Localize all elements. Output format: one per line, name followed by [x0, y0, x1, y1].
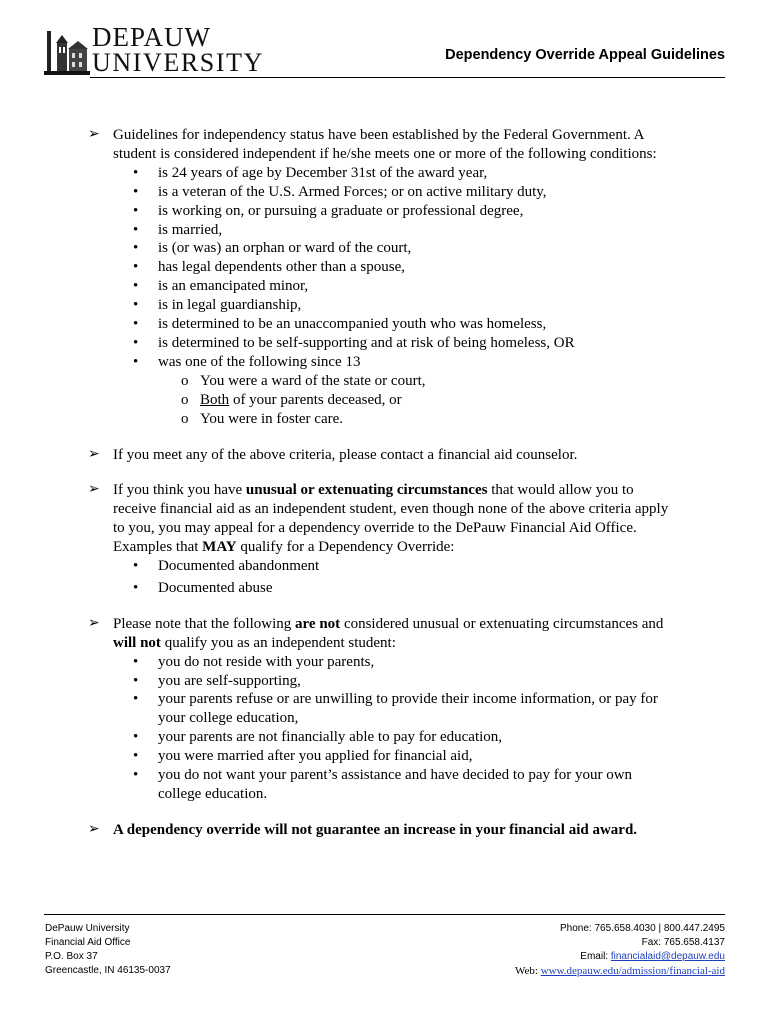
- section-text: A dependency override will not guarantee an increase in your financial aid award.: [113, 821, 638, 838]
- footer-email-line: Email: financialaid@depauw.edu: [580, 951, 725, 962]
- footer-address-line: DePauw University: [45, 923, 130, 934]
- list-item: • your parents refuse or are unwilling to provide their income information, or pay for your college education,: [133, 691, 658, 727]
- bullet-icon: •: [133, 202, 139, 219]
- list-item: o Both of your parents deceased, or: [181, 391, 402, 408]
- arrow-bullet-icon: ➢: [88, 446, 100, 462]
- bullet-icon: •: [133, 259, 139, 276]
- list-item: • Documented abuse: [133, 579, 273, 596]
- section-not-qualifying: [0, 615, 673, 804]
- bullet-icon: •: [133, 558, 139, 575]
- list-item: • is an emancipated minor,: [133, 278, 309, 295]
- list-item: • is married,: [133, 221, 223, 238]
- list-item: • has legal dependents other than a spouse,: [133, 259, 406, 276]
- website-link[interactable]: www.depauw.edu/admission/financial-aid: [540, 965, 725, 977]
- list-item: • you are self-supporting,: [133, 672, 301, 689]
- bullet-icon: •: [133, 297, 139, 314]
- bullet-icon: •: [133, 748, 139, 765]
- building-logo-icon: [44, 25, 90, 75]
- list-item: • is working on, or pursuing a graduate or professional degree,: [133, 202, 524, 219]
- list-item: • is determined to be an unaccompanied youth who was homeless,: [133, 316, 547, 333]
- sub-conditions-list: [113, 372, 673, 429]
- logo-text-university: UNIVERSITY: [92, 48, 264, 77]
- list-item: • you were married after you applied for financial aid,: [133, 748, 473, 765]
- list-item: o You were a ward of the state or court,: [181, 372, 426, 389]
- bullet-icon: •: [133, 672, 139, 689]
- circle-bullet-icon: o: [181, 391, 189, 408]
- arrow-bullet-icon: ➢: [88, 821, 100, 837]
- header-divider: [90, 77, 725, 78]
- bullet-icon: •: [133, 653, 139, 670]
- document-body: [0, 126, 770, 857]
- list-item: o You were in foster care.: [181, 410, 344, 427]
- bullet-icon: •: [133, 729, 139, 746]
- email-link[interactable]: financialaid@depauw.edu: [610, 951, 725, 962]
- footer-address-line: Financial Aid Office: [45, 937, 131, 948]
- section-text: If you meet any of the above criteria, please contact a financial aid counselor.: [113, 446, 578, 463]
- university-logo: [44, 22, 264, 77]
- section-text: Please note that the following are not considered unusual or extenuating circumstances and will not qualify you as an independent student:: [113, 615, 664, 651]
- bullet-icon: •: [133, 221, 139, 238]
- section-text: If you think you have unusual or extenuating circumstances that would allow you to receive financial aid as an independent student, even though none of the above criteria apply to you, you may appeal for a dependency override to the DePauw Financial Aid Office. Examples that MAY qualify for a Dependency Override:: [113, 482, 669, 556]
- footer-address-line: P.O. Box 37: [45, 951, 98, 962]
- list-item: • you do not reside with your parents,: [133, 653, 375, 670]
- list-item: • was one of the following since 13: [133, 353, 361, 370]
- list-item: • is in legal guardianship,: [133, 297, 302, 314]
- arrow-bullet-icon: ➢: [88, 482, 100, 498]
- section-independency-criteria: [0, 126, 673, 429]
- bullet-icon: •: [133, 164, 139, 181]
- list-item: • is determined to be self-supporting and at risk of being homeless, OR: [133, 334, 575, 351]
- logo-text-depauw: DEPAUW: [92, 22, 212, 52]
- circle-bullet-icon: o: [181, 372, 189, 389]
- circle-bullet-icon: o: [181, 410, 189, 427]
- bullet-icon: •: [133, 767, 139, 784]
- conditions-list: [113, 164, 673, 372]
- not-qualifying-list: [113, 653, 673, 804]
- footer-phone: Phone: 765.658.4030 | 800.447.2495: [560, 923, 725, 934]
- bullet-icon: •: [133, 240, 139, 257]
- footer-contact: [515, 922, 725, 978]
- bullet-icon: •: [133, 316, 139, 333]
- footer-fax: Fax: 765.658.4137: [641, 937, 725, 948]
- section-appeal: [0, 481, 673, 597]
- list-item: • is 24 years of age by December 31st of the award year,: [133, 164, 488, 181]
- list-item: • your parents are not financially able to pay for education,: [133, 729, 503, 746]
- section-intro: Guidelines for independency status have been established by the Federal Government. A student is considered independent if he/she meets one or more of the following conditions:: [113, 127, 657, 162]
- bullet-icon: •: [133, 278, 139, 295]
- bullet-icon: •: [133, 183, 139, 200]
- footer-divider: [44, 914, 725, 915]
- footer-address-line: Greencastle, IN 46135-0037: [45, 965, 171, 976]
- bullet-icon: •: [133, 579, 139, 596]
- list-item: • you do not want your parent’s assistance and have decided to pay for your own college education.: [133, 767, 633, 802]
- bullet-icon: •: [133, 353, 139, 370]
- footer-address: [45, 922, 171, 978]
- footer-web-line: Web: www.depauw.edu/admission/financial-aid: [514, 965, 725, 977]
- examples-list: [113, 557, 673, 598]
- arrow-bullet-icon: ➢: [88, 615, 100, 631]
- list-item: • is a veteran of the U.S. Armed Forces; or on active military duty,: [133, 183, 547, 200]
- section-no-guarantee: [0, 821, 673, 840]
- bullet-icon: •: [133, 334, 139, 351]
- document-title: Dependency Override Appeal Guidelines: [445, 47, 725, 63]
- bullet-icon: •: [133, 691, 139, 708]
- section-contact-counselor: [0, 446, 673, 465]
- arrow-bullet-icon: ➢: [88, 127, 100, 142]
- list-item: • is (or was) an orphan or ward of the court,: [133, 240, 412, 257]
- list-item: • Documented abandonment: [133, 558, 320, 575]
